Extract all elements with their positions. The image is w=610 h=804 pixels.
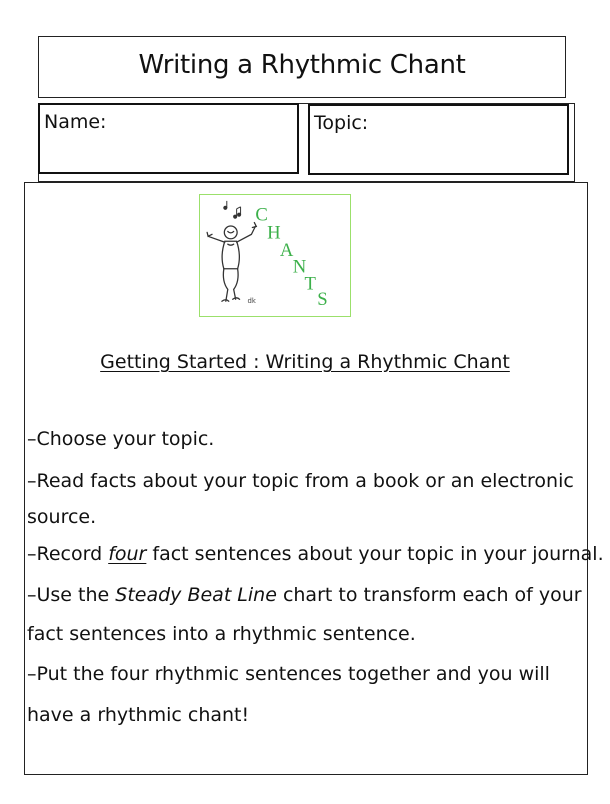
instruction-line: –Choose your topic. xyxy=(27,428,215,450)
instruction-line: fact sentences into a rhythmic sentence. xyxy=(27,623,416,645)
name-field[interactable] xyxy=(38,103,299,174)
emphasis-four: four xyxy=(108,543,147,565)
svg-text:A: A xyxy=(279,239,294,261)
svg-text:C: C xyxy=(255,204,268,226)
instruction-line: –Put the four rhythmic sentences together and you will xyxy=(27,663,550,685)
name-label: Name: xyxy=(44,111,107,133)
instruction-line: –Use the Steady Beat Line chart to transform each of your xyxy=(27,584,582,606)
page-title: Writing a Rhythmic Chant xyxy=(138,50,466,80)
svg-text:S: S xyxy=(317,289,328,311)
instruction-line: –Record four fact sentences about your topic in your journal. xyxy=(27,543,604,565)
svg-text:dk: dk xyxy=(247,297,256,306)
chants-logo-icon xyxy=(199,194,351,317)
instruction-line: source. xyxy=(27,506,97,528)
topic-label: Topic: xyxy=(314,112,369,134)
section-heading: Getting Started : Writing a Rhythmic Chant xyxy=(100,351,510,373)
emphasis-steady-beat-line: Steady Beat Line xyxy=(115,584,277,606)
title-box xyxy=(38,36,566,98)
instruction-line: have a rhythmic chant! xyxy=(27,704,250,726)
instruction-line: –Read facts about your topic from a book or an electronic xyxy=(27,470,574,492)
svg-text:H: H xyxy=(267,222,281,244)
svg-text:T: T xyxy=(304,273,316,295)
svg-text:N: N xyxy=(292,256,307,278)
topic-field[interactable] xyxy=(308,104,569,175)
